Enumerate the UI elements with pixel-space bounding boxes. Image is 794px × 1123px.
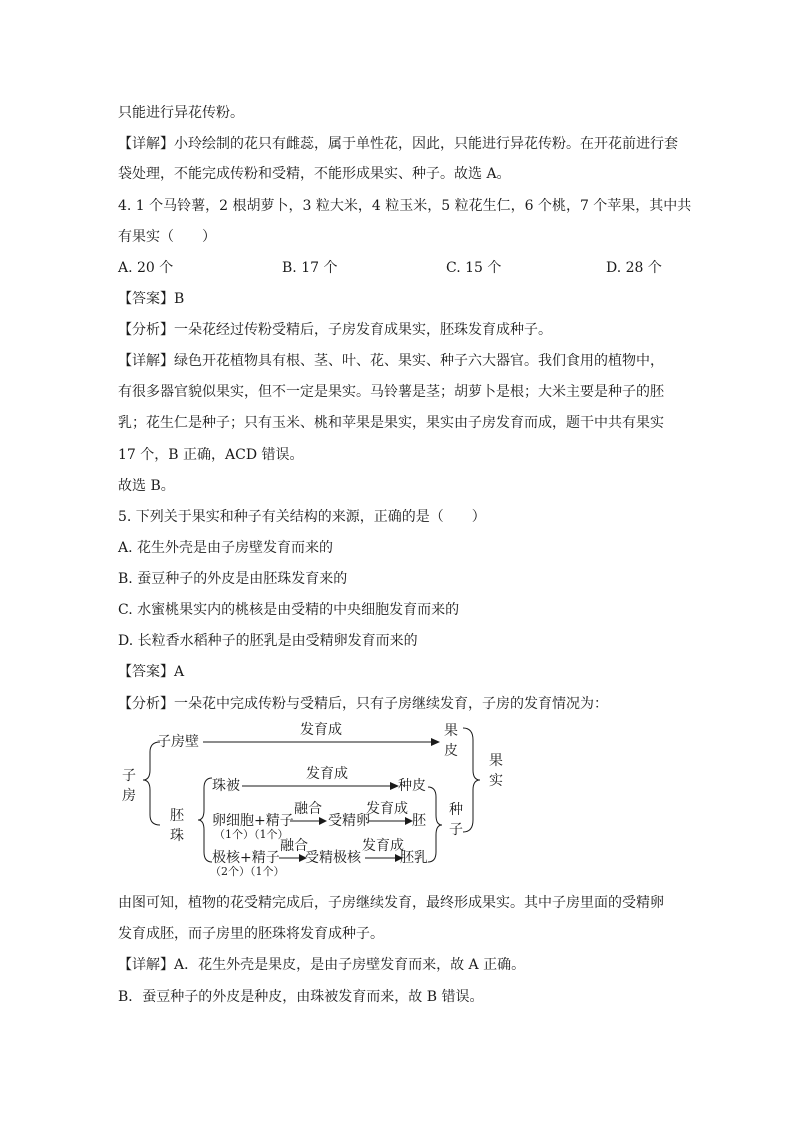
brace-ovary [143,742,160,825]
option-a: A. 20 个 [118,260,174,276]
text-line: 发育成胚，而子房里的胚珠将发育成种子。 [118,926,384,942]
label-seed-coat: 种皮 [398,778,426,794]
label-pericarp-1: 果 [444,723,458,739]
label-seed-1: 种 [449,802,463,818]
option-b: B. 蚕豆种子的外皮是由胚珠发育来的 [118,571,348,587]
text-line: B．蚕豆种子的外皮是种皮，由珠被发育而来，故 B 错误。 [118,989,484,1005]
text-line: 【详解】小玲绘制的花只有雌蕊，属于单性花，因此，只能进行异花传粉。在开花前进行套 [118,136,678,152]
label-embryo: 胚 [412,813,426,829]
label-polar-sperm: 极核+精子 [212,850,280,866]
option-b: B. 17 个 [282,260,338,276]
label-fusion-1: 融合 [294,801,322,817]
label-ovule-1: 胚 [170,808,184,824]
label-count-1: （1个）（1个） [214,828,289,841]
detail-paragraph: 【详解】A．花生外壳是果皮，是由子房壁发育而来，故 A 正确。 [118,957,526,973]
option-d: D. 长粒香水稻种子的胚乳是由受精卵发育而来的 [118,633,418,649]
label-seed-2: 子 [449,822,463,838]
brace-fruit [463,728,480,832]
label-pericarp-2: 皮 [444,743,458,759]
question-4: 4. 1 个马铃薯，2 根胡萝卜，3 粒大米，4 粒玉米，5 粒花生仁，6 个桃，7 个苹果，其中共 [118,198,692,214]
text-line: 只能进行异花传粉。 [118,105,244,121]
option-a: A. 花生外壳是由子房壁发育而来的 [118,540,334,556]
label-develop-1: 发育成 [300,722,342,738]
answer-label: 【答案】A [118,664,185,680]
detail-paragraph: 【详解】绿色开花植物具有根、茎、叶、花、果实、种子六大器官。我们食用的植物中， [118,353,664,369]
brace-ovule [198,778,212,862]
text-line: 袋处理，不能完成传粉和受精，不能形成果实、种子。故选 A。 [118,166,511,182]
label-develop-2: 发育成 [306,766,348,782]
text-line: 17 个，B 正确，ACD 错误。 [118,447,304,463]
analysis-paragraph: 【分析】一朵花经过传粉受精后，子房发育成果实，胚珠发育成种子。 [118,322,552,338]
text-line: 有果实（ ） [118,229,216,245]
label-integument: 珠被 [212,778,240,794]
question-5: 5. 下列关于果实和种子有关结构的来源，正确的是（ ） [118,509,486,525]
option-d: D. 28 个 [606,260,662,276]
option-c: C. 15 个 [446,260,502,276]
label-develop-4: 发育成 [362,838,404,854]
analysis-paragraph: 【分析】一朵花中完成传粉与受精后，只有子房继续发育，子房的发育情况为： [118,696,608,712]
label-ovary-wall: 子房壁 [157,734,199,750]
label-ovule-2: 珠 [170,828,184,844]
label-ovary-2: 房 [122,788,136,804]
label-fusion-2: 融合 [280,838,308,854]
label-fruit-1: 果 [489,753,503,769]
brace-seed [428,787,442,862]
label-fruit-2: 实 [489,773,503,789]
label-egg-sperm: 卵细胞+精子 [212,813,294,829]
label-zygote: 受精卵 [328,813,370,829]
label-ovary-1: 子 [122,768,136,784]
label-endosperm: 胚乳 [400,850,428,866]
answer-label: 【答案】B [118,291,185,307]
text-line: 由图可知，植物的花受精完成后，子房继续发育，最终形成果实。其中子房里面的受精卵 [118,895,664,911]
label-count-2: （2个）（1个） [210,865,285,878]
option-c: C. 水蜜桃果实内的桃核是由受精的中央细胞发育而来的 [118,602,460,618]
text-line: 有很多器官貌似果实，但不一定是果实。马铃薯是茎；胡萝卜是根；大米主要是种子的胚 [118,384,664,400]
label-develop-3: 发育成 [366,801,408,817]
label-fertilized-polar: 受精极核 [305,850,361,866]
text-line: 乳；花生仁是种子；只有玉米、桃和苹果是果实，果实由子房发育而成，题干中共有果实 [118,415,664,431]
text-line: 故选 B。 [118,478,175,494]
